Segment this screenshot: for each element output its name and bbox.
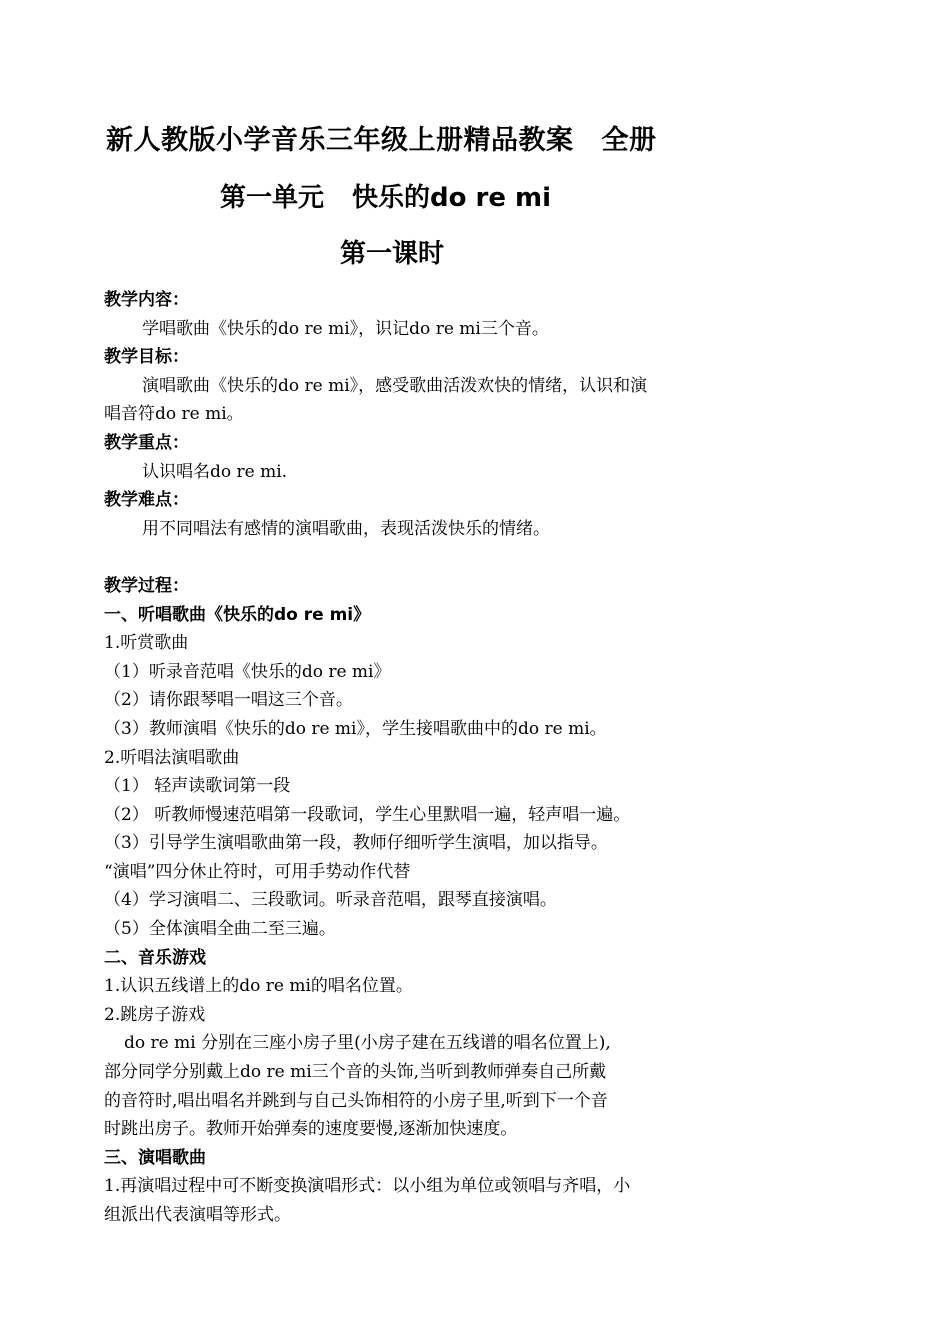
part-1-item-2-e: （4）学习演唱二、三段歌词。听录音范唱，跟琴直接演唱。 <box>104 890 557 911</box>
part-1-item-2-a: （1） 轻声读歌词第一段 <box>104 776 291 797</box>
goal-text-line-2: 唱音符do re mi。 <box>104 404 244 425</box>
document-body <box>104 286 704 1230</box>
part-1-heading: 一、听唱歌曲《快乐的do re mi》 <box>104 604 371 625</box>
unit-title <box>220 185 551 211</box>
document-title <box>106 127 657 154</box>
part-2-item-2-text-line-3: 的音符时,唱出唱名并跳到与自己头饰相符的小房子里,听到下一个音 <box>104 1090 608 1111</box>
part-1-item-1-c: （3）教师演唱《快乐的do re mi》，学生接唱歌曲中的do re mi。 <box>104 718 607 739</box>
content-text: 学唱歌曲《快乐的do re mi》，识记do re mi三个音。 <box>142 318 549 339</box>
key-heading: 教学重点： <box>104 432 189 453</box>
part-1-item-2-c: （3）引导学生演唱歌曲第一段，教师仔细听学生演唱，加以指导。 <box>104 833 608 854</box>
part-1-item-2-d: “演唱”四分休止符时，可用手势动作代替 <box>104 861 411 882</box>
part-3-item-1-line-2: 组派出代表演唱等形式。 <box>104 1205 291 1225</box>
part-1-item-1-b: （2）请你跟琴唱一唱这三个音。 <box>104 690 353 711</box>
part-3-item-1-line-1: 1.再演唱过程中可不断变换演唱形式：以小组为单位或领唱与齐唱，小 <box>104 1176 631 1197</box>
part-2-item-2-text-line-1: do re mi 分别在三座小房子里(小房子建在五线谱的唱名位置上), <box>124 1033 611 1054</box>
part-2-item-2: 2.跳房子游戏 <box>104 1004 206 1025</box>
part-1-item-2-b: （2） 听教师慢速范唱第一段歌词，学生心里默唱一遍，轻声唱一遍。 <box>104 804 631 825</box>
difficulty-text: 用不同唱法有感情的演唱歌曲，表现活泼快乐的情绪。 <box>142 518 550 539</box>
part-1-item-1: 1.听赏歌曲 <box>104 633 189 654</box>
part-1-item-1-a: （1）听录音范唱《快乐的do re mi》 <box>104 661 391 682</box>
process-heading: 教学过程： <box>104 575 189 596</box>
part-1-item-2-f: （5）全体演唱全曲二至三遍。 <box>104 919 336 940</box>
difficulty-heading: 教学难点： <box>104 490 189 511</box>
lesson-title: 第一课时 <box>340 239 445 269</box>
content-heading: 教学内容： <box>104 290 189 310</box>
document-title-text: 新人教版小学音乐三年级上册精品教案 <box>106 125 574 156</box>
part-1-item-2: 2.听唱法演唱歌曲 <box>104 747 240 768</box>
part-2-item-1: 1.认识五线谱上的do re mi的唱名位置。 <box>104 976 413 997</box>
document-title-suffix: 全册 <box>601 125 657 156</box>
part-2-item-2-text-line-4: 时跳出房子。教师开始弹奏的速度要慢,逐渐加快速度。 <box>104 1119 518 1140</box>
goal-text-line-1: 演唱歌曲《快乐的do re mi》，感受歌曲活泼欢快的情绪，认识和演 <box>142 375 648 396</box>
unit-label: 第一单元 <box>220 183 325 213</box>
goal-heading: 教学目标： <box>104 347 189 368</box>
key-text: 认识唱名do re mi. <box>142 461 288 482</box>
part-3-heading: 三、演唱歌曲 <box>104 1147 206 1168</box>
unit-name: 快乐的do re mi <box>352 183 552 213</box>
part-2-heading: 二、音乐游戏 <box>104 947 206 968</box>
part-2-item-2-text-line-2: 部分同学分别戴上do re mi三个音的头饰,当听到教师弹奏自己所戴 <box>104 1062 607 1083</box>
blank-line <box>104 543 704 572</box>
